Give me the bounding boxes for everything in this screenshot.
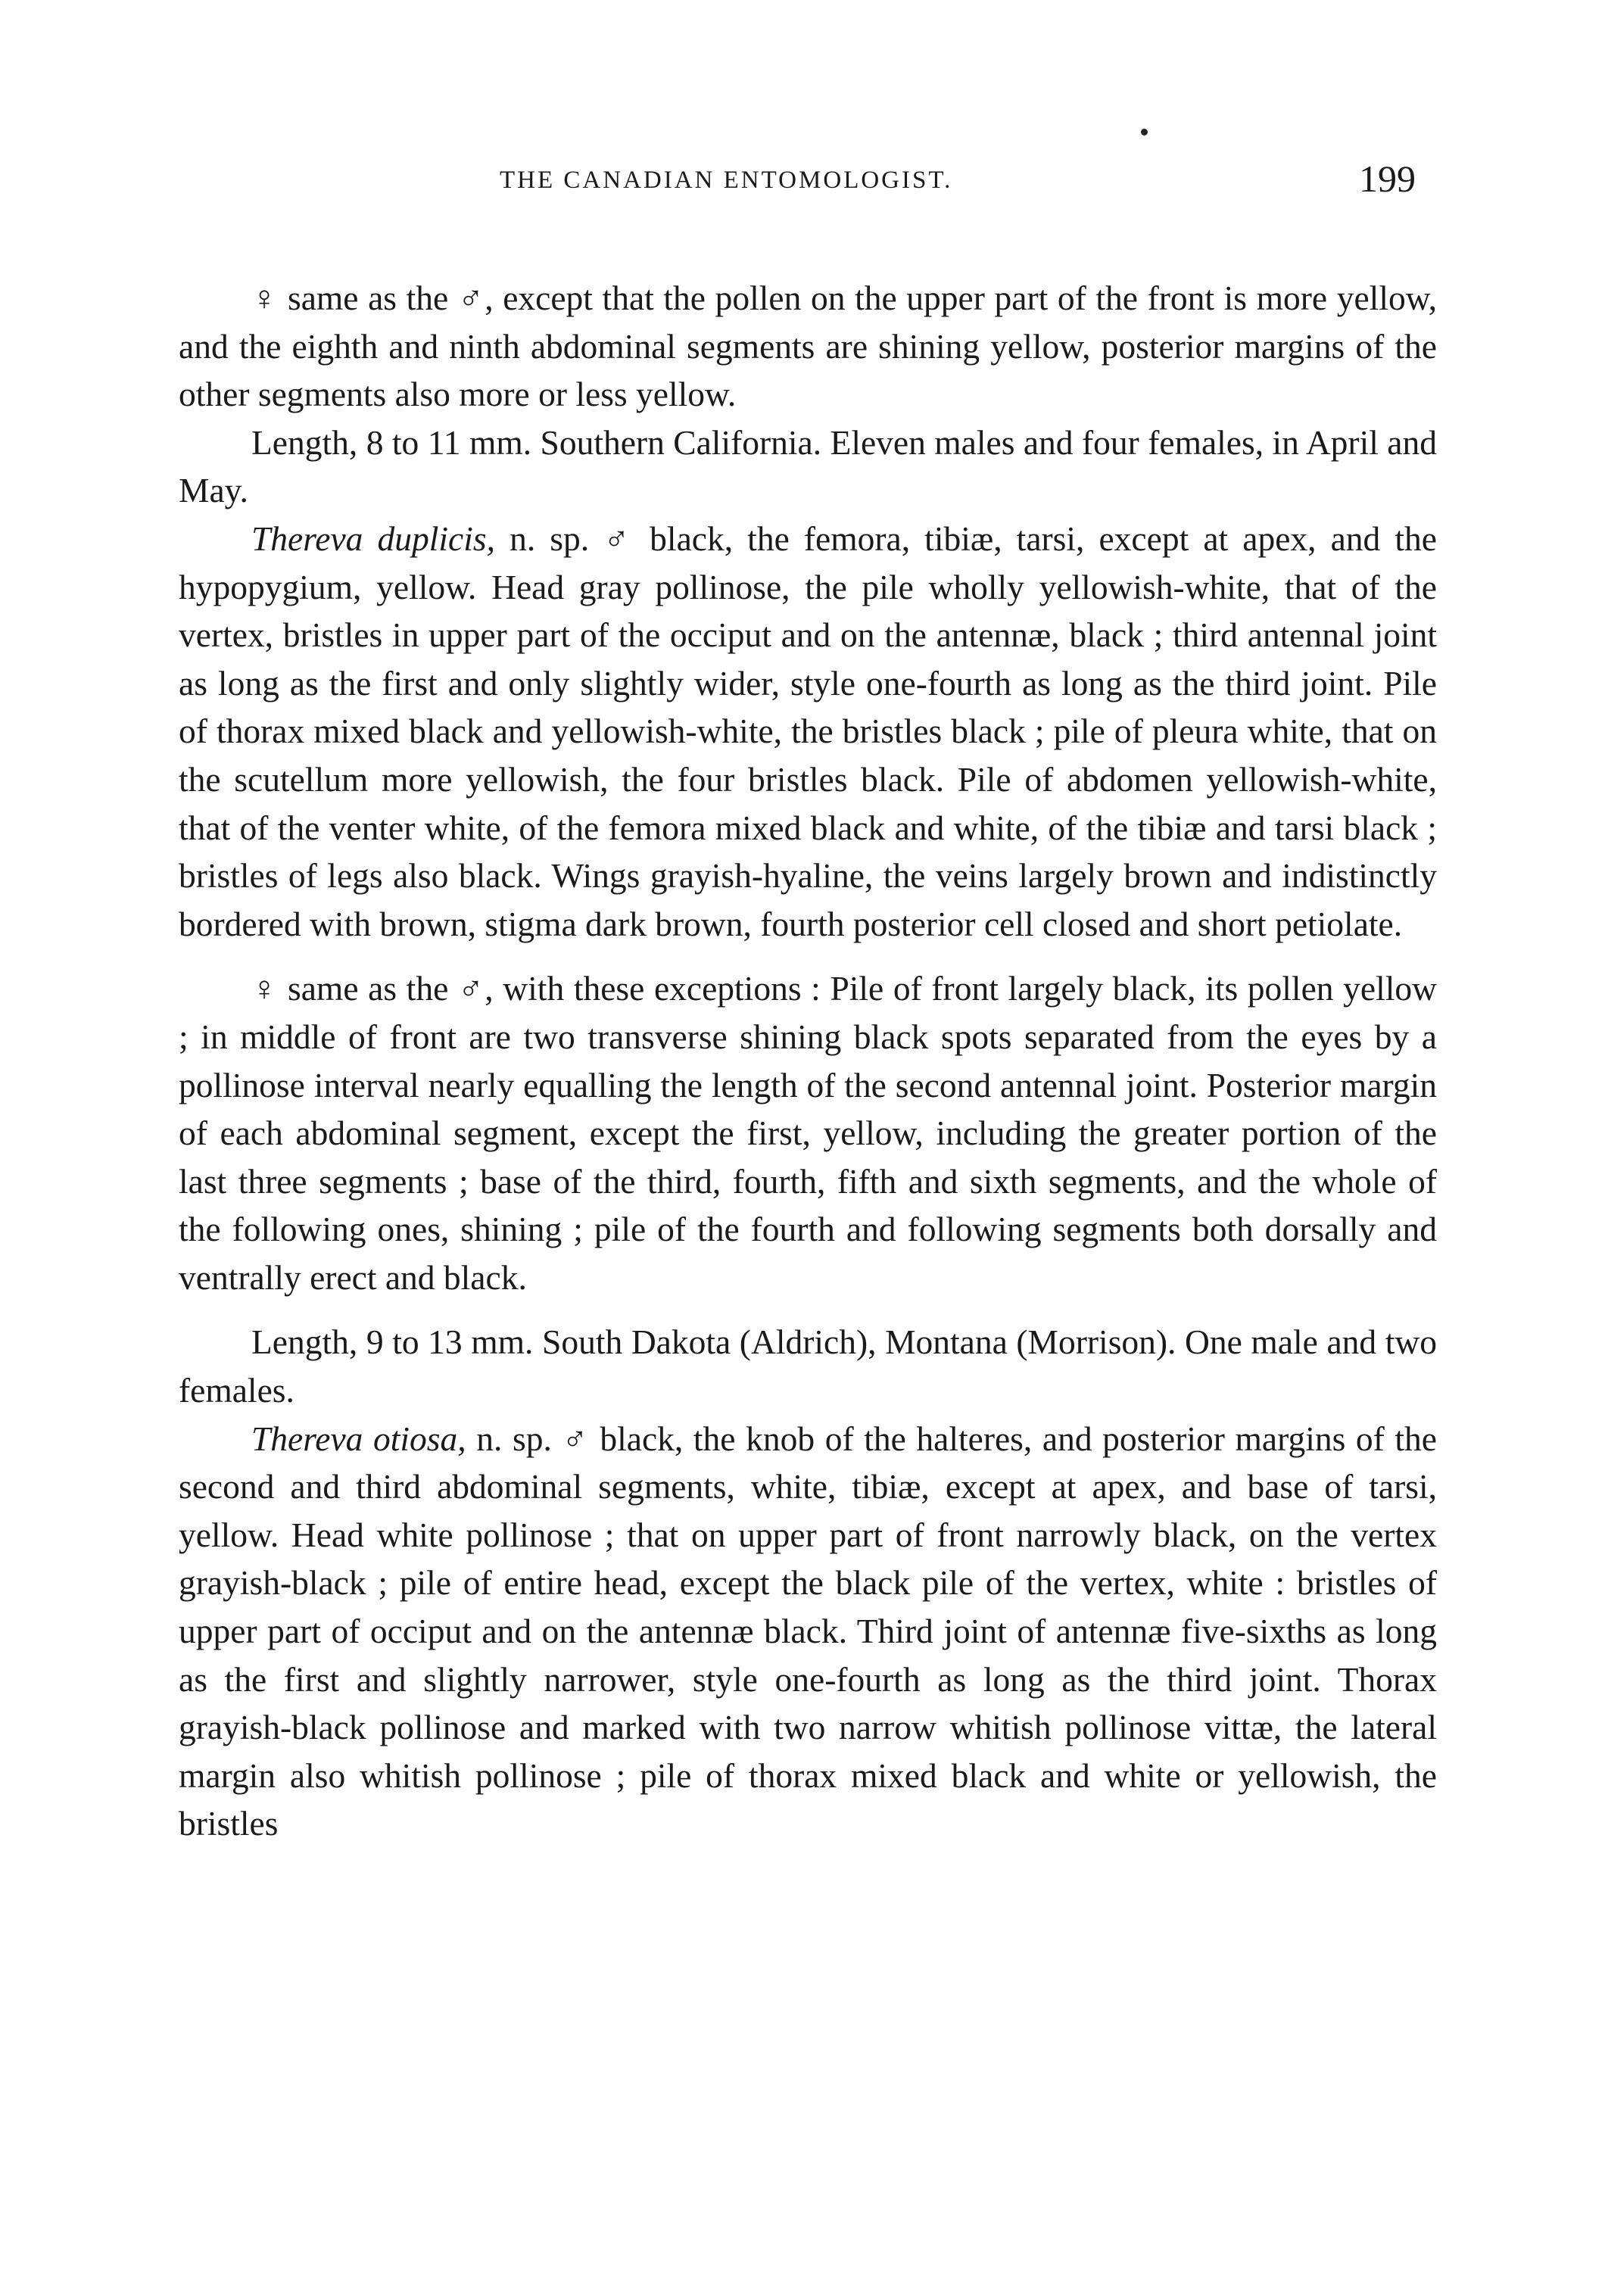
running-head: THE CANADIAN ENTOMOLOGIST. <box>500 167 953 194</box>
paragraph-length-dakota: Length, 9 to 13 mm. South Dakota (Aldrich), Montana (Morrison). One male and two females. <box>179 1322 1437 1410</box>
body-text <box>179 274 1437 1848</box>
paragraph-length-california: Length, 8 to 11 mm. Southern California. Eleven males and four females, in April and May. <box>179 422 1437 510</box>
page-number: 199 <box>1359 157 1416 200</box>
ink-dot <box>1141 129 1148 136</box>
species-description: n. sp. ♂ black, the knob of the halteres, and posterior margins of the second and third abdominal segments, white, tibiæ, except at apex, and base of tarsi, yellow. Head white pollinose ; that on upper part of front narrowly black, on the vertex grayish-black ; pile of entire head, except the black pile of the vertex, white : bristles of upper part of occiput and on the antennæ black. Third joint of antennæ five-sixths as long as the first and slightly narrower, style one-fourth as long as the third joint. Thorax grayish-black pollinose and marked with two narrow whitish pollinose vittæ, the lateral margin also whitish pollinose ; pile of thorax mixed black and white or yellowish, the bristles <box>179 1419 1437 1843</box>
paragraph-female-exceptions: ♀ same as the ♂, with these exceptions : Pile of front largely black, its pollen yellow ; in middle of front are two transverse shining black spots separated from the eyes by a pollinose interval nearly equalling the length of the second antennal joint. Posterior margin of each abdominal segment, except the first, yellow, including the greater portion of the last three segments ; base of the third, fourth, fifth and sixth segments, and the whole of the following ones, shining ; pile of the fourth and following segments both dorsally and ventrally erect and black. <box>179 969 1437 1297</box>
taxon-name: Thereva duplicis, <box>251 519 495 558</box>
species-description: n. sp. ♂ black, the femora, tibiæ, tarsi, except at apex, and the hypopygium, yellow. Head gray pollinose, the pile wholly yellowish-white, that of the vertex, bristles in upper part of the occiput and on the antennæ, black ; third antennal joint as long as the first and only slightly wider, style one-fourth as long as the third joint. Pile of thorax mixed black and yellowish-white, the bristles black ; pile of pleura white, that on the scutellum more yellowish, the four bristles black. Pile of abdomen yellowish-white, that of the venter white, of the femora mixed black and white, of the tibiæ and tarsi black ; bristles of legs also black. Wings grayish-hyaline, the veins largely brown and indistinctly bordered with brown, stigma dark brown, fourth posterior cell closed and short petiolate. <box>179 519 1437 943</box>
paragraph-female-description: ♀ same as the ♂, except that the pollen on the upper part of the front is more yellow, and the eighth and ninth abdominal segments are shining yellow, posterior margins of the other segments also more or less yellow. <box>179 279 1437 414</box>
taxon-name: Thereva otiosa, <box>251 1419 466 1458</box>
paragraph-thereva-otiosa <box>179 1415 1437 1848</box>
paragraph-thereva-duplicis <box>179 515 1437 948</box>
